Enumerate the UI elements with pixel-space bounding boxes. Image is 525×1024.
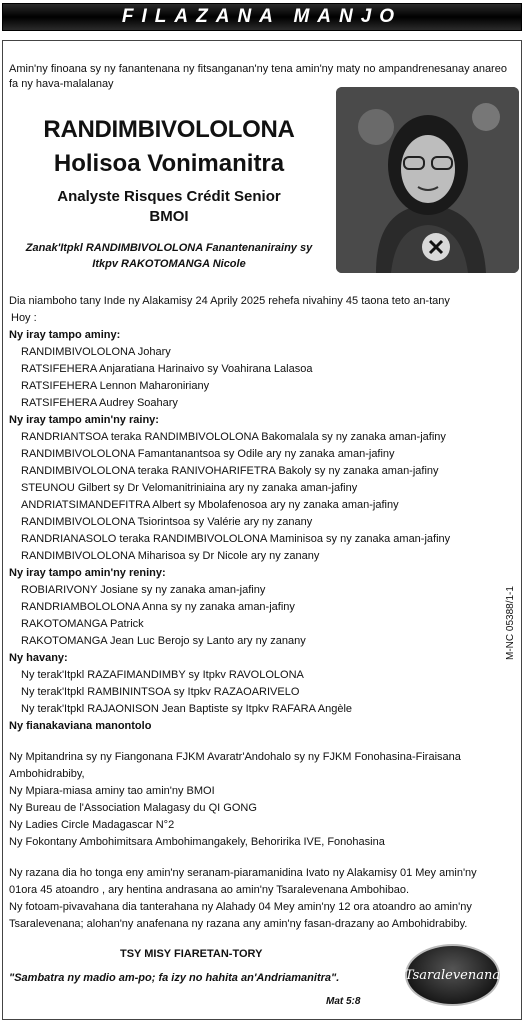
section-title-siblings: Ny iray tampo aminy:	[9, 329, 121, 341]
list-item: RANDIMBIVOLOLONA Johary	[21, 346, 171, 358]
list-item: RANDRIANASOLO teraka RANDIMBIVOLOLONA Maminisoa sy ny zanaka aman-jafiny	[21, 533, 451, 545]
logistics-line: Ny razana dia ho tonga eny amin'ny seranam-piaramanidina Ivato ny Alakamisy 01 Mey amin'ny	[9, 867, 477, 879]
announcement-line-2: Hoy :	[11, 312, 37, 324]
parents-line-1: Zanak'Itpkl RANDIMBIVOLOLONA Fanantenanirainy sy	[25, 242, 313, 254]
deceased-parents	[8, 240, 330, 272]
parents-line-2: Itkpv RAKOTOMANGA Nicole	[92, 258, 246, 270]
header-banner	[2, 3, 522, 31]
list-item: RAKOTOMANGA Patrick	[21, 618, 144, 630]
logistics-line: Tsaralevenana; alohan'ny anafenana ny razana any amin'ny fasan-drazany ao Ambohidrabiby.	[9, 918, 468, 930]
list-item: RATSIFEHERA Audrey Soahary	[21, 397, 178, 409]
intro-text: Amin'ny finoana sy ny fanantenana ny fitsanganan'ny tena amin'ny maty no ampandrenesanay anareo fa ny hava-malalanay	[9, 63, 507, 90]
footer-quote: "Sambatra ny madio am-po; fa izy no hahita an'Andriamanitra".	[9, 972, 340, 984]
portrait-photo	[336, 87, 519, 273]
announcement-line-1: Dia niamboho tany Inde ny Alakamisy 24 Aprily 2025 rehefa nivahiny 45 taona teto an-tany	[9, 295, 450, 307]
section-title-relatives: Ny havany:	[9, 652, 68, 664]
logistics-line: 01ora 45 atoandro , ary hentina andrasana ao amin'ny Tsaralevenana Ambohibao.	[9, 884, 410, 896]
org-line: Ny Ladies Circle Madagascar N°2	[9, 819, 175, 831]
notice-body	[9, 293, 514, 933]
section-title-paternal: Ny iray tampo amin'ny rainy:	[9, 414, 159, 426]
org-line: Ny Mpitandrina sy ny Fiangonana FJKM Avaratr'Andohalo sy ny FJKM Fonohasina-Firaisana	[9, 751, 461, 763]
deceased-surname: RANDIMBIVOLOLONA	[43, 116, 295, 143]
list-item: ANDRIATSIMANDEFITRA Albert sy Mbolafenosoa ary ny zanaka aman-jafiny	[21, 499, 399, 511]
list-item: ROBIARIVONY Josiane sy ny zanaka aman-jafiny	[21, 584, 266, 596]
list-item: RANDIMBIVOLOLONA teraka RANIVOHARIFETRA Bakoly sy ny zanaka aman-jafiny	[21, 465, 439, 477]
portrait-illustration	[336, 87, 519, 273]
list-item: Ny terak'Itpkl RAJAONISON Jean Baptiste sy Itpkv RAFARA Angèle	[21, 703, 353, 715]
list-item: Ny terak'Itpkl RAZAFIMANDIMBY sy Itpkv RAVOLOLONA	[21, 669, 304, 681]
deceased-given-names: Holisoa Vonimanitra	[53, 150, 285, 177]
list-item: RANDIMBIVOLOLONA Miharisoa sy Dr Nicole ary ny zanany	[21, 550, 320, 562]
list-item: RATSIFEHERA Lennon Maharoniriany	[21, 380, 210, 392]
footer-verse: Mat 5:8	[326, 996, 361, 1007]
logo-text: Tsaralevenana	[404, 967, 501, 983]
footer-motto: TSY MISY FIARETAN-TORY	[120, 948, 263, 960]
org-line: Ny Mpiara-miasa aminy tao amin'ny BMOI	[9, 785, 215, 797]
list-item: RANDRIAMBOLOLONA Anna sy ny zanaka aman-jafiny	[21, 601, 295, 613]
list-item: STEUNOU Gilbert sy Dr Velomanitriniaina ary ny zanaka aman-jafiny	[21, 482, 358, 494]
section-title-maternal: Ny iray tampo amin'ny reniny:	[9, 567, 166, 579]
list-item: RANDIMBIVOLOLONA Famantanantsoa sy Odile ary ny zanaka aman-jafiny	[21, 448, 395, 460]
deceased-role: Analyste Risques Crédit Senior	[57, 188, 281, 205]
org-line: Ny Fokontany Ambohimitsara Ambohimangakely, Behoririka IVE, Fonohasina	[9, 836, 385, 848]
reference-code: M-NC 05388/1-1	[505, 586, 516, 660]
deceased-company: BMOI	[149, 208, 189, 225]
list-item: RANDIMBIVOLOLONA Tsiorintsoa sy Valérie ary ny zanany	[21, 516, 313, 528]
list-item: Ny terak'Itpkl RAMBININTSOA sy Itpkv RAZAOARIVELO	[21, 686, 300, 698]
header-title: FILAZANA MANJO	[121, 6, 403, 27]
list-item: RAKOTOMANGA Jean Luc Berojo sy Lanto ary ny zanany	[21, 635, 306, 647]
list-item: RANDRIANTSOA teraka RANDIMBIVOLOLONA Bakomalala sy ny zanaka aman-jafiny	[21, 431, 446, 443]
logistics-line: Ny fotoam-pivavahana dia tanterahana ny Alahady 04 Mey amin'ny 12 ora atoandro ao amin'ny	[9, 901, 472, 913]
tsaralevenana-logo	[405, 944, 500, 1006]
list-item: RATSIFEHERA Anjaratiana Harinaivo sy Voahirana Lalasoa	[21, 363, 313, 375]
org-line: Ambohidrabiby,	[9, 768, 85, 780]
section-title-family: Ny fianakaviana manontolo	[9, 720, 152, 732]
org-line: Ny Bureau de l'Association Malagasy du QI GONG	[9, 802, 257, 814]
